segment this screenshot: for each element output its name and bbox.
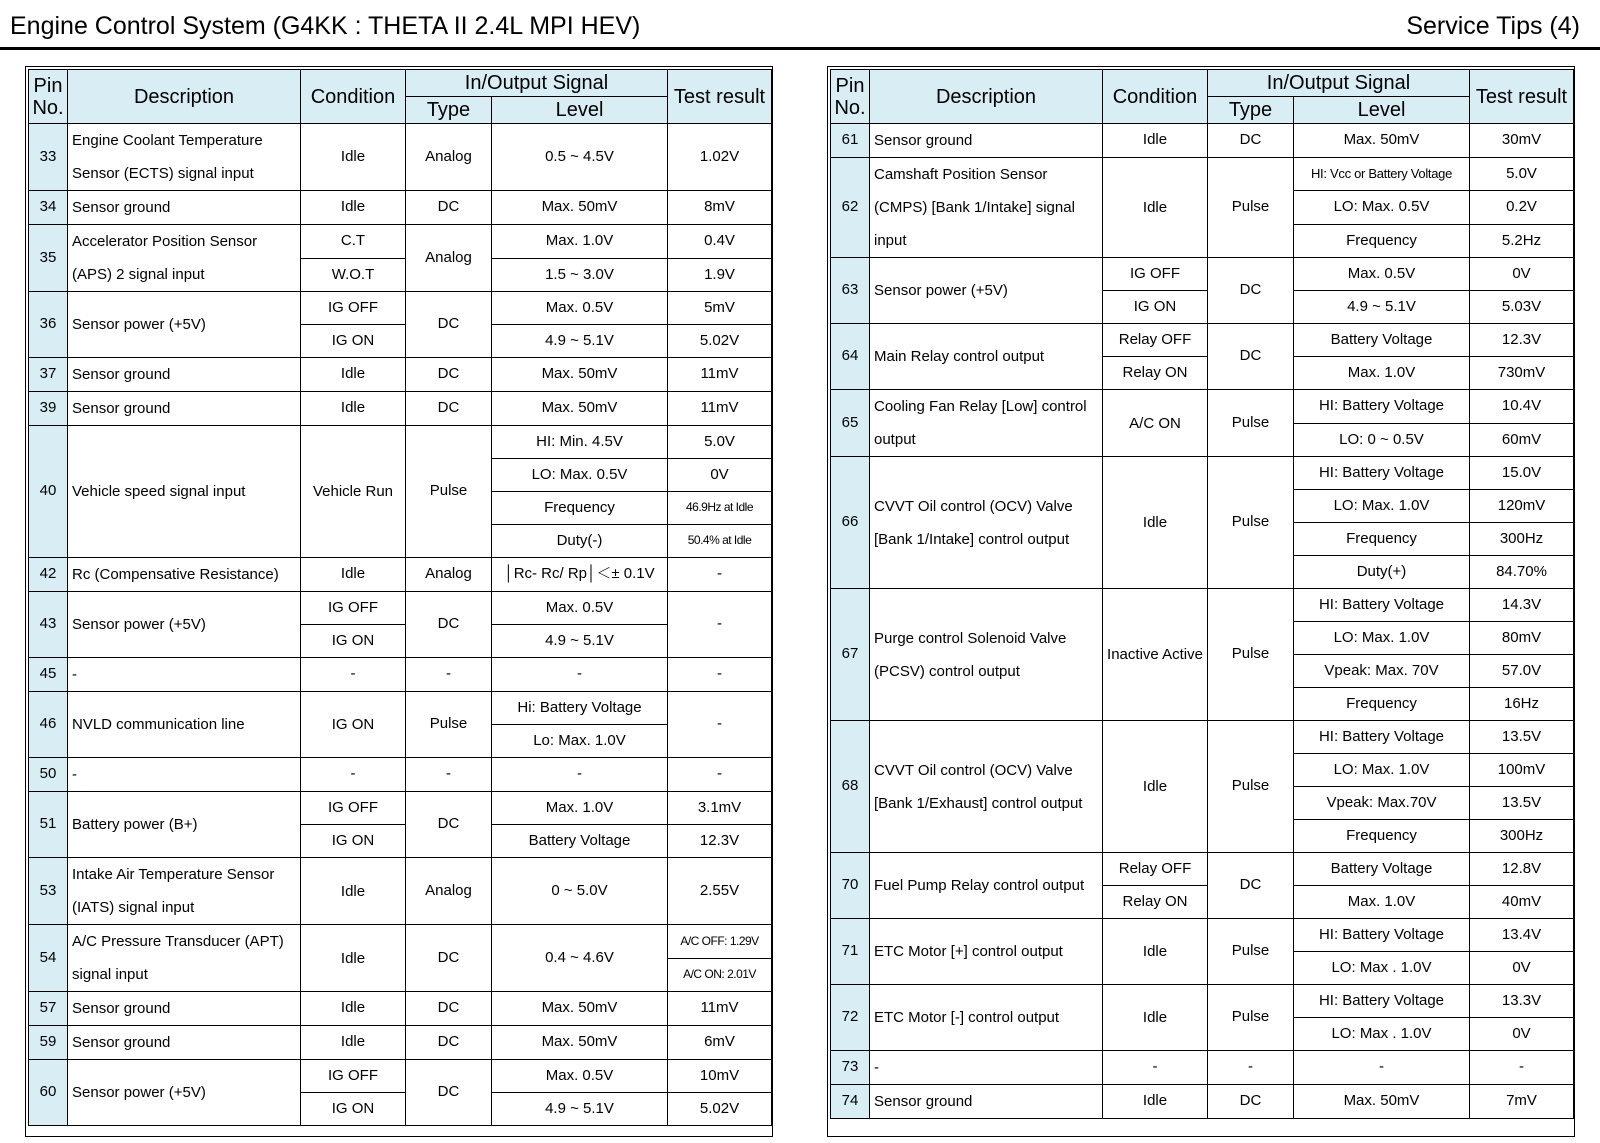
signal-type-cell: - (1208, 1051, 1294, 1085)
signal-type-cell: DC (1208, 124, 1294, 158)
header-level: Level (492, 97, 668, 124)
pin-description: Sensor ground (68, 358, 301, 392)
table-row (831, 1051, 1574, 1085)
test-result-cell: 730mV (1470, 357, 1574, 390)
pin-description: - (68, 658, 301, 692)
condition-cell: Idle (1103, 158, 1208, 258)
pin-number: 57 (29, 992, 68, 1026)
pin-description: NVLD communication line (68, 692, 301, 758)
pin-number: 59 (29, 1026, 68, 1060)
signal-level-cell: Max. 1.0V (1294, 357, 1470, 390)
pin-number: 74 (831, 1085, 870, 1119)
header-pin-no: Pin No. (29, 70, 68, 124)
table-row (831, 919, 1574, 952)
condition-cell: IG ON (301, 825, 406, 858)
condition-cell: Idle (1103, 457, 1208, 589)
signal-level-cell: Frequency (492, 492, 668, 525)
condition-cell: Relay ON (1103, 357, 1208, 390)
section-label: Service Tips (4) (1406, 12, 1580, 40)
pin-description: Battery power (B+) (68, 792, 301, 858)
header-pin-no: Pin No. (831, 70, 870, 124)
table-row (29, 358, 772, 392)
signal-level-cell: Duty(-) (492, 525, 668, 558)
test-result-cell: - (668, 658, 772, 692)
signal-type-cell: DC (1208, 324, 1294, 390)
test-result-cell: 46.9Hz at Idle (668, 492, 772, 525)
test-result-cell: - (668, 592, 772, 658)
pin-number: 35 (29, 225, 68, 292)
pin-number: 40 (29, 426, 68, 558)
pin-description: ETC Motor [+] control output (870, 919, 1103, 985)
pin-number: 71 (831, 919, 870, 985)
pin-description: Sensor ground (870, 1085, 1103, 1119)
table-row (29, 1026, 772, 1060)
test-result-cell: 13.4V (1470, 919, 1574, 952)
table-row (831, 589, 1574, 622)
pin-number: 70 (831, 853, 870, 919)
pin-description: Sensor ground (68, 191, 301, 225)
pin-description: Sensor ground (68, 992, 301, 1026)
signal-type-cell: Analog (406, 124, 492, 191)
condition-cell: Idle (1103, 1085, 1208, 1119)
signal-type-cell: DC (406, 292, 492, 358)
pin-description: Sensor power (+5V) (68, 1060, 301, 1126)
pin-description: Fuel Pump Relay control output (870, 853, 1103, 919)
table-row (29, 426, 772, 459)
table-row (29, 925, 772, 959)
header-level: Level (1294, 97, 1470, 124)
signal-level-cell: LO: Max . 1.0V (1294, 1018, 1470, 1051)
signal-level-cell: Max. 50mV (492, 992, 668, 1026)
condition-cell: IG OFF (301, 1060, 406, 1093)
pin-number: 61 (831, 124, 870, 158)
table-row (831, 1085, 1574, 1119)
test-result-cell: - (1470, 1051, 1574, 1085)
signal-level-cell: 0 ~ 5.0V (492, 858, 668, 925)
table-row (29, 124, 772, 191)
test-result-cell: 2.55V (668, 858, 772, 925)
pin-number: 33 (29, 124, 68, 191)
signal-level-cell: LO: Max. 1.0V (1294, 490, 1470, 523)
signal-level-cell: 4.9 ~ 5.1V (492, 625, 668, 658)
pin-number: 64 (831, 324, 870, 390)
test-result-cell: 0V (1470, 258, 1574, 291)
test-result-cell: 1.9V (668, 258, 772, 292)
signal-type-cell: DC (406, 358, 492, 392)
signal-level-cell: - (1294, 1051, 1470, 1085)
condition-cell: Idle (301, 992, 406, 1026)
pin-number: 46 (29, 692, 68, 758)
table-row (29, 658, 772, 692)
signal-type-cell: Pulse (1208, 457, 1294, 589)
signal-level-cell: Vpeak: Max. 70V (1294, 655, 1470, 688)
test-result-cell: 84.70% (1470, 556, 1574, 589)
condition-cell: W.O.T (301, 258, 406, 292)
signal-level-cell: HI: Battery Voltage (1294, 589, 1470, 622)
pin-description: - (870, 1051, 1103, 1085)
pin-number: 53 (29, 858, 68, 925)
signal-level-cell: Max. 50mV (492, 358, 668, 392)
table-row (29, 592, 772, 625)
signal-level-cell: │Rc- Rc/ Rp│＜± 0.1V (492, 558, 668, 592)
test-result-cell: 5.2Hz (1470, 224, 1574, 257)
signal-level-cell: Max. 0.5V (492, 1060, 668, 1093)
signal-level-cell: Max. 50mV (1294, 1085, 1470, 1119)
test-result-cell: - (668, 692, 772, 758)
pin-description: Sensor power (+5V) (870, 258, 1103, 324)
pin-number: 60 (29, 1060, 68, 1126)
test-result-cell: 0V (1470, 952, 1574, 985)
condition-cell: Idle (301, 858, 406, 925)
test-result-cell: 8mV (668, 191, 772, 225)
test-result-cell: 14.3V (1470, 589, 1574, 622)
signal-type-cell: Analog (406, 225, 492, 292)
signal-type-cell: DC (1208, 258, 1294, 324)
header-description: Description (870, 70, 1103, 124)
table-row (831, 124, 1574, 158)
signal-level-cell: Frequency (1294, 820, 1470, 853)
signal-level-cell: Max. 0.5V (1294, 258, 1470, 291)
signal-type-cell: DC (406, 792, 492, 858)
signal-level-cell: Lo: Max. 1.0V (492, 725, 668, 758)
signal-level-cell: HI: Battery Voltage (1294, 919, 1470, 952)
signal-type-cell: DC (1208, 853, 1294, 919)
table-row (29, 392, 772, 426)
signal-level-cell: Vpeak: Max.70V (1294, 787, 1470, 820)
condition-cell: IG OFF (301, 792, 406, 825)
test-result-cell: 30mV (1470, 124, 1574, 158)
test-result-cell: 40mV (1470, 886, 1574, 919)
signal-level-cell: HI: Min. 4.5V (492, 426, 668, 459)
signal-type-cell: Pulse (406, 692, 492, 758)
test-result-cell: 50.4% at Idle (668, 525, 772, 558)
signal-level-cell: Max. 50mV (1294, 124, 1470, 158)
table-row (831, 721, 1574, 754)
signal-level-cell: Max. 0.5V (492, 592, 668, 625)
signal-level-cell: HI: Battery Voltage (1294, 457, 1470, 490)
test-result-cell: 12.3V (1470, 324, 1574, 357)
condition-cell: - (301, 758, 406, 792)
signal-type-cell: Analog (406, 558, 492, 592)
signal-type-cell: Pulse (1208, 589, 1294, 721)
signal-type-cell: DC (406, 191, 492, 225)
signal-type-cell: DC (406, 992, 492, 1026)
pin-number: 73 (831, 1051, 870, 1085)
signal-type-cell: Pulse (1208, 985, 1294, 1051)
pin-description: - (68, 758, 301, 792)
signal-level-cell: LO: Max. 0.5V (1294, 191, 1470, 224)
test-result-cell: 120mV (1470, 490, 1574, 523)
signal-type-cell: DC (406, 925, 492, 992)
signal-level-cell: 4.9 ~ 5.1V (492, 1093, 668, 1126)
table-row (29, 992, 772, 1026)
signal-level-cell: LO: Max . 1.0V (1294, 952, 1470, 985)
condition-cell: Idle (1103, 124, 1208, 158)
pin-description: Purge control Solenoid Valve (PCSV) control output (870, 589, 1103, 721)
pin-description: Sensor ground (870, 124, 1103, 158)
signal-type-cell: DC (406, 392, 492, 426)
table-row (831, 853, 1574, 886)
signal-level-cell: HI: Battery Voltage (1294, 721, 1470, 754)
test-result-cell: 7mV (1470, 1085, 1574, 1119)
signal-level-cell: Frequency (1294, 523, 1470, 556)
pin-description: Engine Coolant Temperature Sensor (ECTS) signal input (68, 124, 301, 191)
test-result-cell: 0V (1470, 1018, 1574, 1051)
pin-number: 62 (831, 158, 870, 258)
test-result-cell: - (668, 558, 772, 592)
pin-number: 68 (831, 721, 870, 853)
condition-cell: Idle (1103, 721, 1208, 853)
test-result-cell: 11mV (668, 358, 772, 392)
pin-number: 72 (831, 985, 870, 1051)
condition-cell: Vehicle Run (301, 426, 406, 558)
table-row (831, 324, 1574, 357)
test-result-cell: 11mV (668, 392, 772, 426)
condition-cell: IG ON (301, 692, 406, 758)
signal-level-cell: Max. 50mV (492, 191, 668, 225)
test-result-cell: 12.3V (668, 825, 772, 858)
test-result-cell: A/C OFF: 1.29V (668, 925, 772, 959)
test-result-cell: 5.02V (668, 325, 772, 358)
signal-type-cell: Pulse (1208, 390, 1294, 457)
header-type: Type (406, 97, 492, 124)
condition-cell: IG OFF (301, 292, 406, 325)
header-description: Description (68, 70, 301, 124)
header-io-signal: In/Output Signal (1208, 70, 1470, 97)
test-result-cell: 0.4V (668, 225, 772, 259)
condition-cell: Idle (301, 392, 406, 426)
test-result-cell: 100mV (1470, 754, 1574, 787)
pin-number: 51 (29, 792, 68, 858)
condition-cell: - (301, 658, 406, 692)
pin-description: CVVT Oil control (OCV) Valve [Bank 1/Exhaust] control output (870, 721, 1103, 853)
test-result-cell: 1.02V (668, 124, 772, 191)
signal-type-cell: Pulse (1208, 721, 1294, 853)
table-row (831, 390, 1574, 424)
condition-cell: C.T (301, 225, 406, 259)
pin-number: 66 (831, 457, 870, 589)
signal-type-cell: - (406, 758, 492, 792)
test-result-cell: 5.0V (1470, 158, 1574, 191)
condition-cell: IG ON (301, 325, 406, 358)
condition-cell: IG ON (301, 1093, 406, 1126)
header-test-result: Test result (1470, 70, 1574, 124)
test-result-cell: 13.3V (1470, 985, 1574, 1018)
table-row (29, 758, 772, 792)
signal-level-cell: Max. 50mV (492, 1026, 668, 1060)
pin-number: 42 (29, 558, 68, 592)
signal-level-cell: LO: 0 ~ 0.5V (1294, 423, 1470, 457)
table-row (29, 692, 772, 725)
condition-cell: Relay OFF (1103, 853, 1208, 886)
test-result-cell: 15.0V (1470, 457, 1574, 490)
pin-number: 67 (831, 589, 870, 721)
signal-level-cell: 1.5 ~ 3.0V (492, 258, 668, 292)
table-row (831, 258, 1574, 291)
test-result-cell: 10mV (668, 1060, 772, 1093)
pin-description: A/C Pressure Transducer (APT) signal input (68, 925, 301, 992)
pin-number: 43 (29, 592, 68, 658)
signal-level-cell: 4.9 ~ 5.1V (492, 325, 668, 358)
test-result-cell: 5.02V (668, 1093, 772, 1126)
table-row (831, 985, 1574, 1018)
pin-description: ETC Motor [-] control output (870, 985, 1103, 1051)
table-row (29, 292, 772, 325)
signal-level-cell: Max. 1.0V (492, 225, 668, 259)
test-result-cell: 13.5V (1470, 721, 1574, 754)
table-row (831, 158, 1574, 191)
signal-type-cell: DC (406, 1060, 492, 1126)
pin-number: 50 (29, 758, 68, 792)
test-result-cell: 300Hz (1470, 523, 1574, 556)
signal-type-cell: Pulse (1208, 158, 1294, 258)
pin-number: 34 (29, 191, 68, 225)
test-result-cell: 80mV (1470, 622, 1574, 655)
signal-level-cell: Max. 1.0V (492, 792, 668, 825)
test-result-cell: 10.4V (1470, 390, 1574, 424)
pin-description: Accelerator Position Sensor (APS) 2 signal input (68, 225, 301, 292)
signal-level-cell: Battery Voltage (1294, 853, 1470, 886)
signal-level-cell: HI: Vcc or Battery Voltage (1294, 158, 1470, 191)
test-result-cell: 13.5V (1470, 787, 1574, 820)
signal-type-cell: DC (1208, 1085, 1294, 1119)
signal-type-cell: DC (406, 592, 492, 658)
signal-level-cell: Battery Voltage (1294, 324, 1470, 357)
signal-level-cell: LO: Max. 1.0V (1294, 754, 1470, 787)
signal-level-cell: Hi: Battery Voltage (492, 692, 668, 725)
condition-cell: Idle (301, 925, 406, 992)
condition-cell: Inactive Active (1103, 589, 1208, 721)
pin-description: Intake Air Temperature Sensor (IATS) signal input (68, 858, 301, 925)
signal-type-cell: Pulse (1208, 919, 1294, 985)
condition-cell: Idle (301, 558, 406, 592)
page-header (0, 0, 1600, 50)
pin-description: Vehicle speed signal input (68, 426, 301, 558)
test-result-cell: 5.0V (668, 426, 772, 459)
test-result-cell: 6mV (668, 1026, 772, 1060)
condition-cell: Idle (301, 124, 406, 191)
table-row (29, 225, 772, 259)
left-pin-table (28, 69, 772, 1126)
signal-level-cell: Battery Voltage (492, 825, 668, 858)
signal-level-cell: HI: Battery Voltage (1294, 985, 1470, 1018)
test-result-cell: 0.2V (1470, 191, 1574, 224)
table-row (831, 457, 1574, 490)
pin-number: 65 (831, 390, 870, 457)
test-result-cell: 11mV (668, 992, 772, 1026)
condition-cell: A/C ON (1103, 390, 1208, 457)
condition-cell: Idle (301, 191, 406, 225)
pin-number: 54 (29, 925, 68, 992)
signal-type-cell: Analog (406, 858, 492, 925)
signal-level-cell: Frequency (1294, 224, 1470, 257)
table-row (29, 558, 772, 592)
pin-number: 45 (29, 658, 68, 692)
signal-level-cell: LO: Max. 1.0V (1294, 622, 1470, 655)
pin-description: Sensor ground (68, 1026, 301, 1060)
signal-level-cell: Duty(+) (1294, 556, 1470, 589)
condition-cell: Relay ON (1103, 886, 1208, 919)
table-row (29, 1060, 772, 1093)
pin-description: Main Relay control output (870, 324, 1103, 390)
signal-level-cell: Max. 50mV (492, 392, 668, 426)
pin-description: Camshaft Position Sensor (CMPS) [Bank 1/Intake] signal input (870, 158, 1103, 258)
header-type: Type (1208, 97, 1294, 124)
pin-description: Rc (Compensative Resistance) (68, 558, 301, 592)
test-result-cell: 300Hz (1470, 820, 1574, 853)
pin-description: Sensor power (+5V) (68, 592, 301, 658)
pin-number: 39 (29, 392, 68, 426)
condition-cell: - (1103, 1051, 1208, 1085)
pin-description: Sensor power (+5V) (68, 292, 301, 358)
signal-level-cell: Frequency (1294, 688, 1470, 721)
condition-cell: Idle (1103, 985, 1208, 1051)
pin-number: 36 (29, 292, 68, 358)
condition-cell: IG ON (1103, 291, 1208, 324)
test-result-cell: - (668, 758, 772, 792)
condition-cell: IG OFF (1103, 258, 1208, 291)
test-result-cell: 5mV (668, 292, 772, 325)
signal-type-cell: - (406, 658, 492, 692)
header-condition: Condition (301, 70, 406, 124)
signal-level-cell: 4.9 ~ 5.1V (1294, 291, 1470, 324)
signal-level-cell: 0.5 ~ 4.5V (492, 124, 668, 191)
signal-level-cell: - (492, 658, 668, 692)
condition-cell: IG OFF (301, 592, 406, 625)
test-result-cell: 12.8V (1470, 853, 1574, 886)
condition-cell: IG ON (301, 625, 406, 658)
pin-number: 37 (29, 358, 68, 392)
test-result-cell: 3.1mV (668, 792, 772, 825)
test-result-cell: 5.03V (1470, 291, 1574, 324)
pin-description: CVVT Oil control (OCV) Valve [Bank 1/Intake] control output (870, 457, 1103, 589)
header-test-result: Test result (668, 70, 772, 124)
test-result-cell: 16Hz (1470, 688, 1574, 721)
pin-number: 63 (831, 258, 870, 324)
table-row (29, 191, 772, 225)
pin-description: Cooling Fan Relay [Low] control output (870, 390, 1103, 457)
condition-cell: Idle (301, 1026, 406, 1060)
test-result-cell: 60mV (1470, 423, 1574, 457)
header-condition: Condition (1103, 70, 1208, 124)
pin-description: Sensor ground (68, 392, 301, 426)
test-result-cell: 57.0V (1470, 655, 1574, 688)
table-row (29, 792, 772, 825)
page-title: Engine Control System (G4KK : THETA II 2.4L MPI HEV) (10, 12, 641, 40)
signal-level-cell: LO: Max. 0.5V (492, 459, 668, 492)
signal-level-cell: Max. 0.5V (492, 292, 668, 325)
signal-level-cell: Max. 1.0V (1294, 886, 1470, 919)
test-result-cell: A/C ON: 2.01V (668, 958, 772, 992)
test-result-cell: 0V (668, 459, 772, 492)
signal-type-cell: Pulse (406, 426, 492, 558)
condition-cell: Relay OFF (1103, 324, 1208, 357)
signal-level-cell: 0.4 ~ 4.6V (492, 925, 668, 992)
signal-level-cell: - (492, 758, 668, 792)
header-io-signal: In/Output Signal (406, 70, 668, 97)
signal-level-cell: HI: Battery Voltage (1294, 390, 1470, 424)
condition-cell: Idle (301, 358, 406, 392)
right-pin-table (830, 69, 1574, 1119)
condition-cell: Idle (1103, 919, 1208, 985)
signal-type-cell: DC (406, 1026, 492, 1060)
